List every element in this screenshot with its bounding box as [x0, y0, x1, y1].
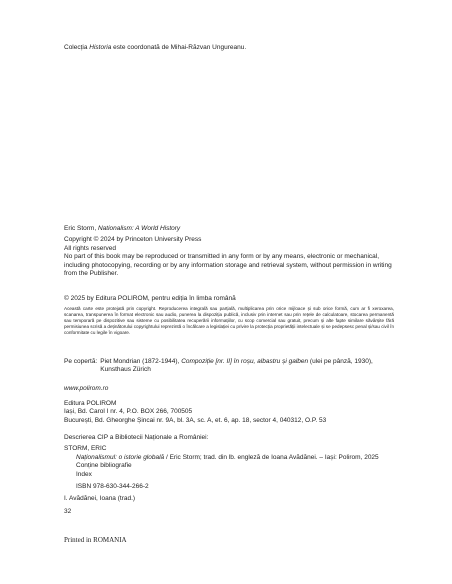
cover-artwork-title: Compoziție [nr. II] în roșu, albastru și galben: [181, 358, 309, 365]
publisher-iasi: Iași, Bd. Carol I nr. 4, P.O. BOX 266, 700505: [64, 408, 193, 416]
cover-label: Pe copertă:: [64, 358, 98, 365]
original-rights: All rights reserved: [64, 244, 117, 252]
cip-contents: Conține bibliografie: [76, 462, 132, 470]
cip-author: STORM, ERIC: [64, 445, 107, 453]
original-copyright: Copyright © 2024 by Princeton University Press: [64, 236, 202, 244]
cover-credit: Pe copertă: Piet Mondrian (1872-1944), Compoziție [nr. II] în roșu, albastru și galben (ulei pe pânză, 1930), Kunsthaus Zürich: [64, 358, 373, 374]
original-notice: No part of this book may be reproduced or transmitted in any form or by any means, electronic or mechanical, including photocopying, recording or by any information storage and retrieval system, without permission in writing from the Publisher.: [64, 253, 392, 278]
ro-copyright: © 2025 by Editura POLIROM, pentru ediția în limba română: [64, 295, 236, 302]
cip-class: 32: [64, 507, 72, 515]
cip-index: Index: [76, 470, 92, 478]
cip-title: Naționalismul: o istorie globală / Eric Storm; trad. din lb. engleză de Ioana Avădănei. – Iași: Polirom, 2025: [76, 453, 379, 461]
cip-isbn: ISBN 978-630-344-266-2: [76, 483, 149, 491]
original-edition: [64, 225, 394, 278]
cip-record: [64, 434, 394, 516]
cip-translator: I. Avădănei, Ioana (trad.): [64, 495, 136, 503]
series-note: Colecția Historia este coordonată de Mihai-Răzvan Ungureanu.: [64, 44, 247, 51]
ro-edition: [64, 295, 394, 336]
original-title-line: Eric Storm, Nationalism: A World History: [64, 225, 181, 232]
legal-notice: Această carte este protejată prin copyright. Reproducerea integrală sau parțială, multiplicarea prin orice mijloace și sub orice formă, cum ar fi xeroxarea, scanarea, transpunerea în format electronic sau audio, punerea la dispoziția publică, inclusiv prin internet sau prin rețele de calculatoare, stocarea permanentă sau temporară pe dispozitive sau sisteme cu posibilitatea recuperării informațiilor, cu scop comercial sau gratuit, precum și alte fapte similare săvârșite fără permisiunea scrisă a deținătorului copyrightului reprezintă o încălcare a legislației cu privire la protecția proprietății intelectuale și se pedepsesc penal și/sau civil în conformitate cu legile în vigoare.: [64, 306, 394, 336]
publisher-bucuresti: București, Bd. Gheorghe Șincai nr. 9A, bl. 3A, sc. A, et. 6, ap. 18, sector 4, 040312, O.P. 53: [64, 416, 327, 424]
cip-heading: Descrierea CIP a Bibliotecii Naționale a României:: [64, 434, 209, 441]
website-link[interactable]: www.polirom.ro: [64, 385, 109, 392]
printed-in: Printed in ROMANIA: [64, 536, 127, 544]
series-name: Historia: [89, 44, 112, 51]
publisher-name: Editura POLIROM: [64, 400, 117, 407]
publisher-info: [64, 400, 394, 425]
